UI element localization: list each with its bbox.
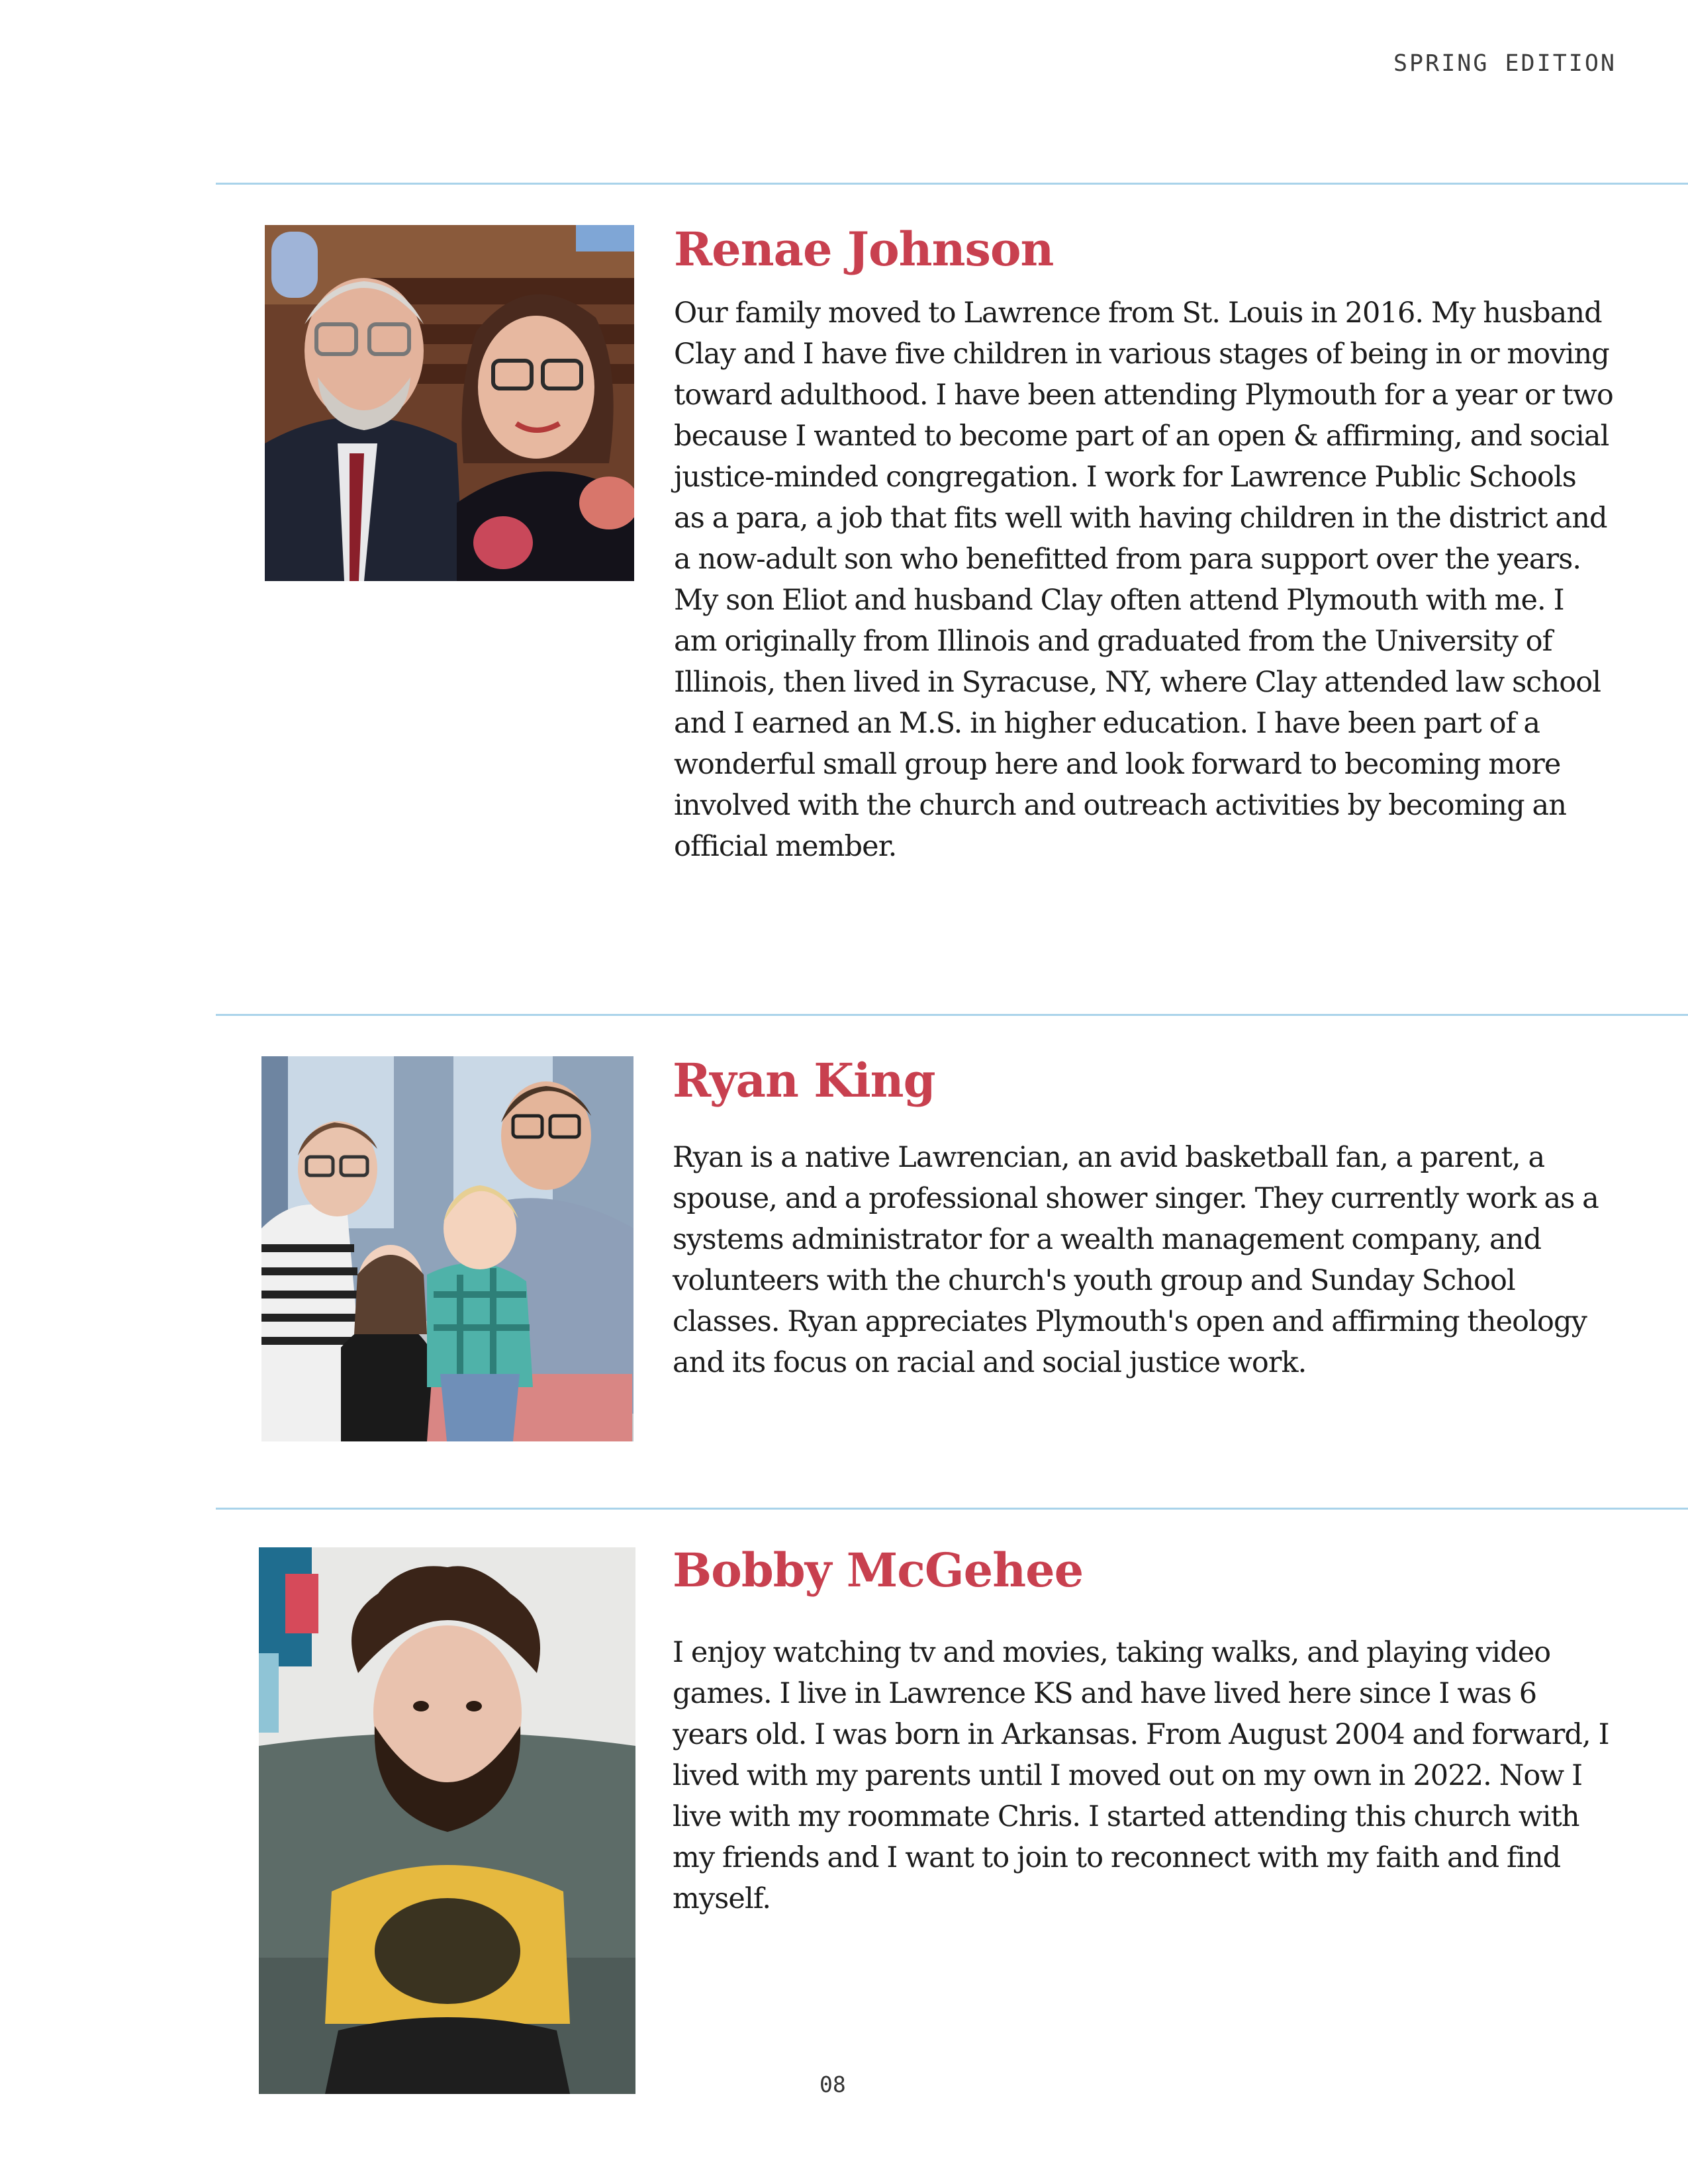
member-name: Renae Johnson [674, 222, 1054, 277]
family-photo-icon [261, 1056, 633, 1441]
member-photo-ryan-king [261, 1056, 633, 1441]
couple-photo-icon [265, 225, 634, 581]
page-number: 08 [820, 2071, 846, 2097]
member-name: Bobby McGehee [673, 1543, 1084, 1598]
member-bio: Our family moved to Lawrence from St. Louis in 2016. My husband Clay and I have five children in various stages of being in or moving toward adulthood. I have been attending Plymouth for a year or two because I wanted to become part of an open & affirming, and social justice-minded congregation. I work for Lawrence Public Schools as a para, a job that fits well with having children in the district and a now-adult son who benefitted from para support over the years. My son Eliot and husband Clay often attend Plymouth with me. I am originally from Illinois and graduated from the University of Illinois, then lived in Syracuse, NY, where Clay attended law school and I earned an M.S. in higher education. I have been part of a wonderful small group here and look forward to becoming more involved with the church and outreach activities by becoming an official member. [674, 296, 1613, 863]
member-bio: I enjoy watching tv and movies, taking walks, and playing video games. I live in Lawrence KS and have lived here since I was 6 years old. I was born in Arkansas. From August 2004 and forward, I lived with my parents until I moved out on my own in 2022. Now I live with my roommate Chris. I started attending this church with my friends and I want to join to reconnect with my faith and find myself. [673, 1636, 1609, 1915]
section-divider [216, 1014, 1688, 1016]
member-photo-renae-johnson [265, 225, 634, 581]
member-bio: Ryan is a native Lawrencian, an avid basketball fan, a parent, a spouse, and a professional shower singer. They currently work as a systems administrator for a wealth management company, and volunteers with the church's youth group and Sunday School classes. Ryan appreciates Plymouth's open and affirming theology and its focus on racial and social justice work. [673, 1141, 1599, 1379]
section-divider [216, 1508, 1688, 1510]
edition-label: SPRING EDITION [1393, 50, 1617, 77]
member-name: Ryan King [673, 1053, 935, 1108]
section-divider [216, 183, 1688, 185]
member-photo-bobby-mcgehee [259, 1547, 635, 2094]
portrait-photo-icon [259, 1547, 635, 2094]
